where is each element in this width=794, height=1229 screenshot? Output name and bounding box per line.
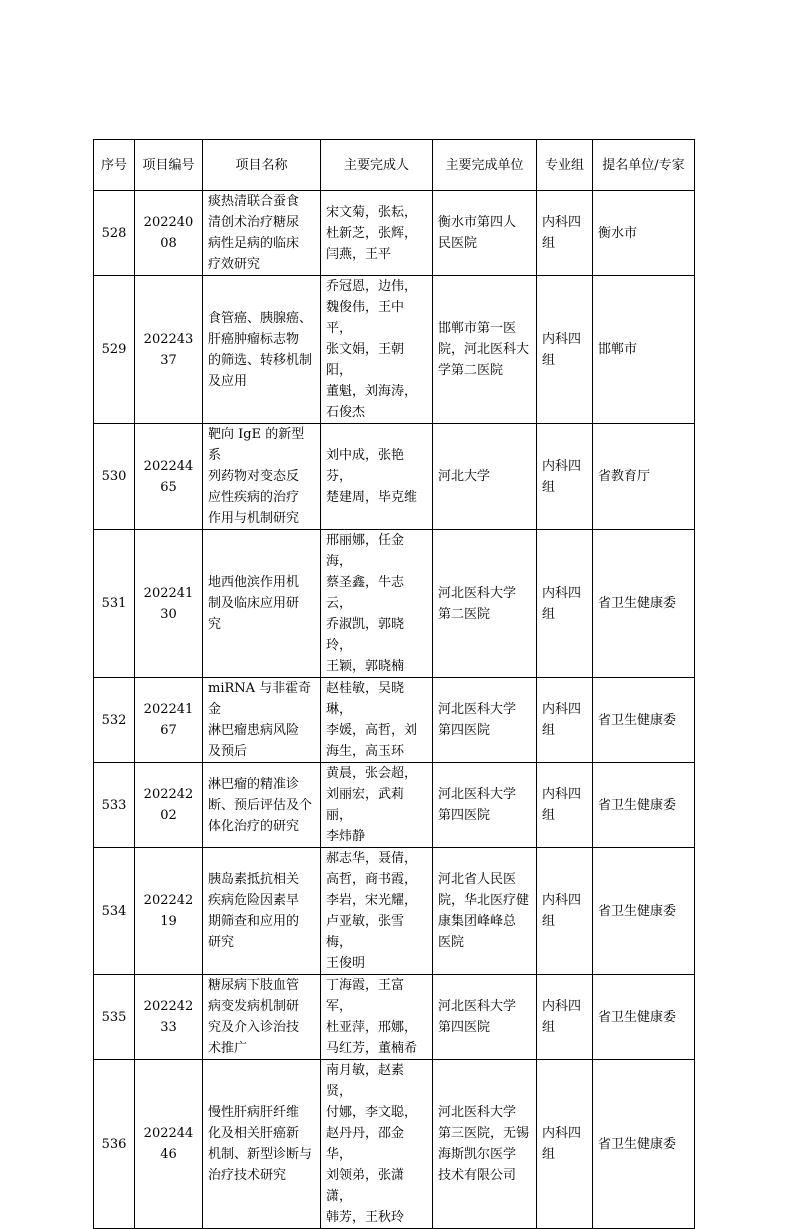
table-row bbox=[94, 678, 695, 763]
cell-specialty-group: 内科四 组 bbox=[537, 530, 593, 678]
cell-serial: 529 bbox=[94, 276, 135, 424]
cell-serial: 534 bbox=[94, 848, 135, 975]
award-project-table bbox=[93, 139, 695, 1229]
cell-specialty-group: 内科四 组 bbox=[537, 276, 593, 424]
table-row bbox=[94, 530, 695, 678]
cell-serial: 536 bbox=[94, 1060, 135, 1229]
cell-main-people: 黄晨，张会超， 刘丽宏，武莉丽， 李炜静 bbox=[321, 763, 433, 848]
cell-serial: 533 bbox=[94, 763, 135, 848]
cell-nominator: 省卫生健康委 bbox=[593, 975, 695, 1060]
cell-nominator: 省卫生健康委 bbox=[593, 848, 695, 975]
cell-nominator: 省卫生健康委 bbox=[593, 763, 695, 848]
cell-serial: 531 bbox=[94, 530, 135, 678]
cell-project-id: 20224233 bbox=[135, 975, 203, 1060]
header-main-units: 主要完成单位 bbox=[433, 140, 537, 191]
cell-project-id: 20224337 bbox=[135, 276, 203, 424]
table-row bbox=[94, 763, 695, 848]
header-nominator: 提名单位/专家 bbox=[593, 140, 695, 191]
cell-serial: 528 bbox=[94, 191, 135, 276]
header-project-id: 项目编号 bbox=[135, 140, 203, 191]
cell-main-units: 河北省人民医 院，华北医疗健 康集团峰峰总 医院 bbox=[433, 848, 537, 975]
header-row bbox=[94, 140, 695, 191]
cell-specialty-group: 内科四 组 bbox=[537, 424, 593, 530]
table-row bbox=[94, 424, 695, 530]
cell-project-id: 20224465 bbox=[135, 424, 203, 530]
cell-main-units: 河北大学 bbox=[433, 424, 537, 530]
cell-specialty-group: 内科四 组 bbox=[537, 191, 593, 276]
table-row bbox=[94, 975, 695, 1060]
cell-main-units: 河北医科大学 第二医院 bbox=[433, 530, 537, 678]
cell-main-units: 河北医科大学 第四医院 bbox=[433, 678, 537, 763]
cell-project-name: 胰岛素抵抗相关 疾病危险因素早 期筛查和应用的 研究 bbox=[203, 848, 321, 975]
cell-project-name: 地西他滨作用机 制及临床应用研 究 bbox=[203, 530, 321, 678]
header-project-name: 项目名称 bbox=[203, 140, 321, 191]
cell-nominator: 省卫生健康委 bbox=[593, 1060, 695, 1229]
cell-main-people: 丁海霞，王富军， 杜亚萍，邢娜， 马红芳，董楠希 bbox=[321, 975, 433, 1060]
cell-project-name: 食管癌、胰腺癌、 肝癌肿瘤标志物 的筛选、转移机制 及应用 bbox=[203, 276, 321, 424]
header-main-people: 主要完成人 bbox=[321, 140, 433, 191]
cell-project-id: 20224167 bbox=[135, 678, 203, 763]
cell-project-name: miRNA 与非霍奇金 淋巴瘤患病风险 及预后 bbox=[203, 678, 321, 763]
cell-project-name: 糖尿病下肢血管 病变发病机制研 究及介入诊治技 术推广 bbox=[203, 975, 321, 1060]
cell-serial: 530 bbox=[94, 424, 135, 530]
cell-nominator: 省教育厅 bbox=[593, 424, 695, 530]
cell-main-people: 刘中成，张艳芬， 楚建周，毕克维 bbox=[321, 424, 433, 530]
cell-project-name: 痰热清联合蚕食 清创术治疗糖尿 病性足病的临床 疗效研究 bbox=[203, 191, 321, 276]
cell-project-id: 20224008 bbox=[135, 191, 203, 276]
cell-main-units: 河北医科大学 第四医院 bbox=[433, 763, 537, 848]
cell-main-people: 郝志华，聂倩， 高哲，商书霞， 李岩，宋光耀， 卢亚敏，张雪梅， 王俊明 bbox=[321, 848, 433, 975]
table-row bbox=[94, 1060, 695, 1229]
cell-project-name: 慢性肝病肝纤维 化及相关肝癌新 机制、新型诊断与 治疗技术研究 bbox=[203, 1060, 321, 1229]
cell-main-people: 乔冠恩，边伟， 魏俊伟，王中平， 张文娟，王朝阳， 董魁，刘海涛， 石俊杰 bbox=[321, 276, 433, 424]
cell-main-units: 衡水市第四人 民医院 bbox=[433, 191, 537, 276]
cell-project-id: 20224130 bbox=[135, 530, 203, 678]
cell-main-people: 邢丽娜，任金海， 蔡圣鑫，牛志云， 乔淑凯，郭晓玲， 王颖，郭晓楠 bbox=[321, 530, 433, 678]
cell-project-name: 淋巴瘤的精准诊 断、预后评估及个 体化治疗的研究 bbox=[203, 763, 321, 848]
table-row bbox=[94, 276, 695, 424]
cell-serial: 532 bbox=[94, 678, 135, 763]
cell-main-units: 河北医科大学 第四医院 bbox=[433, 975, 537, 1060]
cell-specialty-group: 内科四 组 bbox=[537, 678, 593, 763]
cell-specialty-group: 内科四 组 bbox=[537, 763, 593, 848]
cell-main-units: 河北医科大学 第三医院，无锡 海斯凯尔医学 技术有限公司 bbox=[433, 1060, 537, 1229]
cell-nominator: 邯郸市 bbox=[593, 276, 695, 424]
header-serial: 序号 bbox=[94, 140, 135, 191]
cell-specialty-group: 内科四 组 bbox=[537, 975, 593, 1060]
cell-nominator: 省卫生健康委 bbox=[593, 678, 695, 763]
cell-project-id: 20224446 bbox=[135, 1060, 203, 1229]
table-row bbox=[94, 848, 695, 975]
cell-project-name: 靶向 IgE 的新型系 列药物对变态反 应性疾病的治疗 作用与机制研究 bbox=[203, 424, 321, 530]
cell-main-units: 邯郸市第一医 院，河北医科大 学第二医院 bbox=[433, 276, 537, 424]
cell-specialty-group: 内科四 组 bbox=[537, 848, 593, 975]
cell-main-people: 宋文菊，张耘， 杜新芝，张辉， 闫燕，王平 bbox=[321, 191, 433, 276]
cell-project-id: 20224219 bbox=[135, 848, 203, 975]
cell-nominator: 省卫生健康委 bbox=[593, 530, 695, 678]
header-specialty-group: 专业组 bbox=[537, 140, 593, 191]
table-row bbox=[94, 191, 695, 276]
cell-project-id: 20224202 bbox=[135, 763, 203, 848]
cell-main-people: 赵桂敏，吴晓琳， 李媛，高哲，刘 海生，高玉环 bbox=[321, 678, 433, 763]
cell-main-people: 南月敏，赵素贤， 付娜，李文聪， 赵丹丹，邵金华， 刘领弟，张潇潇， 韩芳，王秋玲 bbox=[321, 1060, 433, 1229]
cell-serial: 535 bbox=[94, 975, 135, 1060]
cell-specialty-group: 内科四 组 bbox=[537, 1060, 593, 1229]
cell-nominator: 衡水市 bbox=[593, 191, 695, 276]
